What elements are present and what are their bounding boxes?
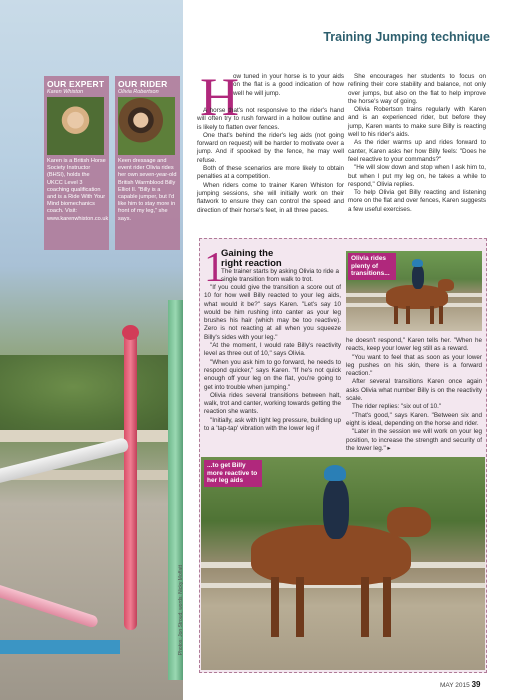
intro-col1 [197,107,344,215]
exercise-col1 [204,284,341,433]
paragraph: Olivia Robertson trains regularly with Karen and is an experienced rider, but before they jump, Karen wants to make sure Billy is reacting well to his rider's aids. [348,106,486,139]
paragraph: "He will slow down and stop when I ask him to, but when I put my leg on, he takes a while to respond," Olivia replies. [348,164,486,188]
jump-wing-red [124,330,137,630]
helmet [412,259,423,267]
drop-cap: H [200,67,239,127]
exercise-box [199,238,487,673]
horse-leg [361,577,369,637]
horse-leg [296,577,304,637]
expert-panel [44,76,109,250]
paragraph: Olivia rides several transitions between halt, walk, trot and canter, working towards getting the reaction she wants. [204,391,341,416]
horse-leg [383,577,391,637]
arena-ground [0,520,183,700]
horse-head [387,507,431,537]
horse-leg [394,306,398,324]
jump-pole-blue [0,640,120,654]
rider-bio: Keen dressage and event rider Olivia rides her own seven-year-old British Warmblood Billy Elliot II. "Billy is a capable jumper, but I'd like him to stay more in front of my leg," she says. [118,158,177,222]
fence-rail [0,430,183,442]
exercise-title-line1: Gaining the [221,248,274,259]
paragraph: he doesn't respond," Karen tells her. "When he reacts, keep your lower leg still as a reward. [346,337,482,353]
paragraph: "If you could give the transition a score out of 10 for how well Billy reacted to your leg aids, what would it be?" says Karen. "Let's say 10 would be him rushing into canter as your leg brushes his hair (which may be too reactive). Zero is not reacting at all when you squeeze Billy's sides with your leg." [204,284,341,341]
expert-name: Karen Whiston [47,89,84,95]
paragraph: "At the moment, I would rate Billy's reactivity level as three out of 10," says Olivia. [204,342,341,358]
rider-panel [115,76,180,250]
hedge [0,355,183,435]
horse-leg [430,306,434,324]
paragraph: After several transitions Karen once again asks Olivia what number Billy is on the reactivity scale. [346,378,482,403]
photo-caption: ...to get Billy more reactive to her leg aids [204,460,262,487]
exercise-number: 1 [204,245,225,291]
paragraph: "You want to feel that as soon as your lower leg pushes on his skin, there is a forward reaction." [346,353,482,378]
horse-leg [406,306,410,324]
exercise-col2 [346,337,482,453]
intro-col1-top [233,73,344,98]
rider-headshot [118,97,175,155]
paragraph: The rider replies: "six out of 10." [352,403,442,411]
page-footer [440,680,480,689]
photo-caption: Olivia rides plenty of transitions... [348,253,396,280]
photo-credit: Photos: Jon Stroud; words: Nicky Moffatt [178,565,184,656]
horse-leg [439,306,443,324]
exercise-title [221,249,282,268]
section-title: Training Jumping technique [323,30,490,44]
exercise-title-line2: right reaction [221,257,282,269]
paragraph: "Later in the session we will work on your leg position, to increase the strength and security of the lower leg." ▸ [346,428,482,452]
jump-wing-cap [122,325,139,340]
paragraph: "Initially, ask with light leg pressure, building up to a 'tap-tap' vibration with the lower leg if [204,416,341,433]
transition-photo [346,251,482,331]
horse-leg [271,577,279,637]
intro-col2 [348,73,486,214]
paragraph: One that's behind the rider's leg aids (not going forward on request) will be harder to motivate over a jump. And if spooked by the fence, he may well refuse. [197,131,344,164]
paragraph: To help Olivia get Billy reacting and listening more on the flat and over fences, Karen suggests a few useful exercises. [348,189,486,213]
rider-heading: OUR RIDER [118,79,168,89]
leg-aids-photo [201,457,485,670]
paragraph: When riders come to trainer Karen Whiston for jumping sessions, she will initially work on their flatwork to ensure they can control the speed and direction of their horse's feet, in all three paces. [197,181,344,214]
paragraph: She encourages her students to focus on refining their core stability and balance, not only over jumps, but also on the flat to help improve the horse's way of going. [348,73,486,105]
rider [412,265,424,289]
expert-headshot [47,97,104,155]
expert-heading: OUR EXPERT [47,79,105,89]
rider-name: Olivia Robertson [118,89,159,95]
page-number: 39 [471,680,481,689]
paragraph: Both of these scenarios are more likely to obtain penalties at a competition. [197,165,344,181]
expert-bio: Karen is a British Horse Society Instructor (BHSI), holds the UKCC Level 3 coaching qualification and is a Ride With Your Mind biomechanics coach. Visit: www.karenwhiston.co.uk [47,158,109,222]
horse-head [438,279,454,291]
paragraph: "That's good," says Karen. "Between six and eight is ideal, depending on the horse and rider. [346,411,482,427]
helmet [324,465,346,481]
paragraph: A horse that's not responsive to the rider's hand will often try to rush forward in a hollow outline and is likely to flatten over fences. [197,107,344,131]
exercise-intro: The trainer starts by asking Olivia to ride a single transition from walk to trot. [221,268,339,284]
paragraph: As the rider warms up and rides forward to canter, Karen asks her how Billy feels: "Does he feel reactive to your commands?" [348,139,486,163]
paragraph: "When you ask him to go forward, he needs to respond quicker," says Karen. "If he's not quick enough off your leg on the flat, you're going to get into trouble when jumping." [204,358,341,391]
rider [323,479,349,539]
paragraph: ow tuned in your horse is to your aids on the flat is a good indication of how well he will jump. [233,73,344,97]
issue-date: MAY 2015 [440,682,470,689]
